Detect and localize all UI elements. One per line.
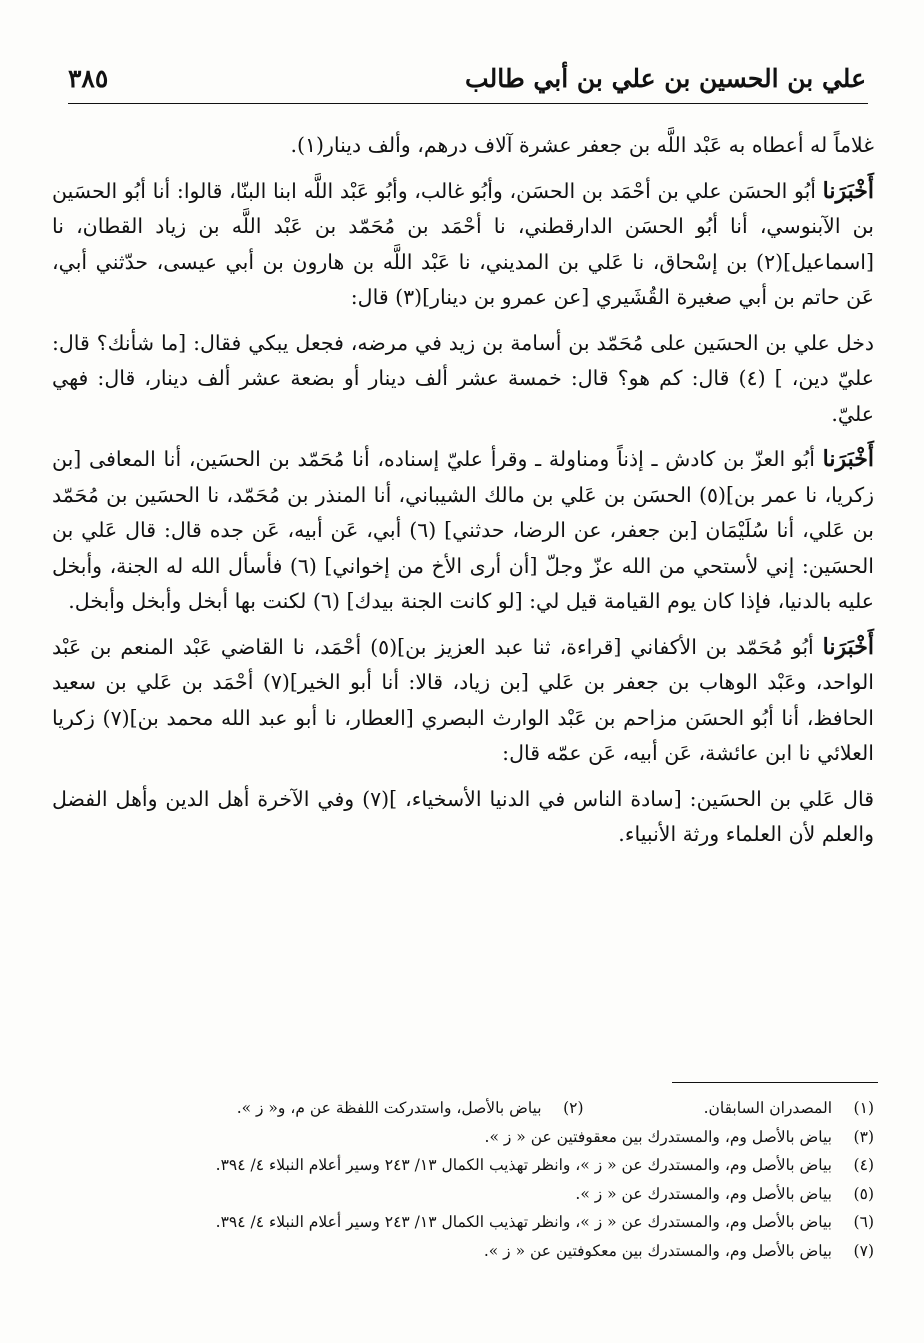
page-header [68,64,866,104]
paragraph [52,782,874,853]
footnote [52,1180,874,1209]
header-rule [68,103,868,104]
paragraph [52,326,874,433]
paragraph-text: غلاماً له أعطاه به عَبْد اللَّه بن جعفر عشرة آلاف درهم، وألف دينار(١). [290,133,874,157]
footnote [52,1237,874,1266]
paragraph [52,128,874,164]
footnote-number: (٦) [853,1213,874,1231]
footnote-text: بياض بالأصل وم، والمستدرك عن « ز »، وانظر تهذيب الكمال ١٣/ ٢٤٣ وسير أعلام النبلاء ٤/ ٣٩٤. [215,1156,832,1174]
paragraph-text: أبُو مُحَمّد بن الأكفاني [قراءة، ثنا عبد العزيز بن](٥) أحْمَد، نا القاضي عَبْد المنعم بن عَبْد الواحد، وعَبْد الوهاب بن جعفر بن عَلي [بن زياد، قالا: أنا أبو الخير](٧) أحْمَد بن عَلي بن سعيد الحافظ، أنا أبُو الحسَن مزاحم بن عَبْد الوارث البصري [العطار، نا أبو عبد الله محمد بن](٧) زكريا العلائي نا ابن عائشة، عَن أبيه، عَن عمّه قال: [52,634,875,765]
footnote-text: بياض بالأصل وم، والمستدرك عن « ز ». [575,1184,832,1203]
isnad-lead: أَخْبَرَنا [822,633,874,660]
isnad-lead: أَخْبَرَنا [822,177,874,204]
paragraph-text: أبُو الحسَن علي بن أحْمَد بن الحسَن، وأبُو غالب، وأبُو عَبْد اللَّه ابنا البنّا، قالوا: أنا أبُو الحسَين بن الآبنوسي، أنا أبُو الحسَن الدارقطني، نا أحْمَد بن مُحَمّد بن عَبْد اللَّه بن زياد القطان، نا [اسماعيل](٢) بن إسْحاق، نا عَلي بن المديني، نا عَبْد اللَّه بن هارون بن أبي عيسى، حدّثني أبي، عَن حاتم بن أبي صغيرة القُشَيري [عن عمرو بن دينار](٣) قال: [52,178,874,309]
footnotes [52,1094,874,1265]
footnote-number: (٣) [853,1127,874,1146]
footnote-number: (٤) [853,1156,874,1174]
paragraph-text: دخل علي بن الحسَين على مُحَمّد بن أسامة بن زيد في مرضه، فجعل يبكي فقال: [ما شأنك؟ قال: عليّ دين، ] (٤) قال: كم هو؟ قال: خمسة عشر ألف دينار أو بضعة عشر ألف دينار، قال: فهي عليّ. [52,330,874,426]
footnote [52,1094,874,1123]
footnote-number: (١) [853,1099,874,1117]
footnote-number: (٥) [853,1184,874,1203]
footnote-text: بياض بالأصل، واستدركت اللفظة عن م، و« ز ». [236,1099,542,1117]
main-text [52,128,874,863]
running-title: علي بن الحسين بن علي بن أبي طالب [465,64,866,93]
paragraph [52,174,874,316]
isnad-lead: أَخْبَرَنا [822,446,874,472]
footnote-text: بياض بالأصل وم، والمستدرك عن « ز »، وانظر تهذيب الكمال ١٣/ ٢٤٣ وسير أعلام النبلاء ٤/ ٣٩٤. [215,1213,832,1231]
paragraph-text: أبُو العزّ بن كادش ـ إذناً ومناولة ـ وقرأ عليّ إسناده، أنا مُحَمّد بن الحسَين، أنا المعافى [بن زكريا، نا عمر بن](٥) الحسَن بن عَلي بن مالك الشيباني، أنا المنذر بن مُحَمّد، نا الحسَين بن مُحَمّد بن عَلي، أنا سُلَيْمَان [بن جعفر، عن الرضا، حدثني] (٦) أبي، عَن أبيه، عَن جده قال: قال عَلي بن الحسَين: إني لأستحي من الله عزّ وجلّ [أن أرى الأخ من إخواني] (٦) فأسأل الله له الجنة، وأبخل عليه بالدنيا، فإذا كان يوم القيامة قيل لي: [لو كانت الجنة بيدك] (٦) لكنت بها أبخل وأبخل وأبخل. [52,447,874,613]
footnote [52,1123,874,1152]
footnote-text: بياض بالأصل وم، والمستدرك بين معكوفتين عن « ز ». [483,1241,832,1260]
footnote-text: المصدران السابقان. [703,1099,832,1117]
footnote-text: بياض بالأصل وم، والمستدرك بين معقوفتين عن « ز ». [484,1127,832,1146]
paragraph [52,442,874,620]
paragraph-text: قال عَلي بن الحسَين: [سادة الناس في الدنيا الأسخياء، ](٧) وفي الآخرة أهل الدين وأهل الفضل والعلم لأن العلماء ورثة الأنبياء. [52,786,874,846]
paragraph [52,630,874,772]
page-number: ٣٨٥ [68,64,109,93]
footnote [52,1151,874,1180]
footnote-number: (٧) [853,1241,874,1260]
footnote [52,1208,874,1237]
footnote-number: (٢) [563,1099,584,1117]
footnote-rule [672,1082,878,1083]
